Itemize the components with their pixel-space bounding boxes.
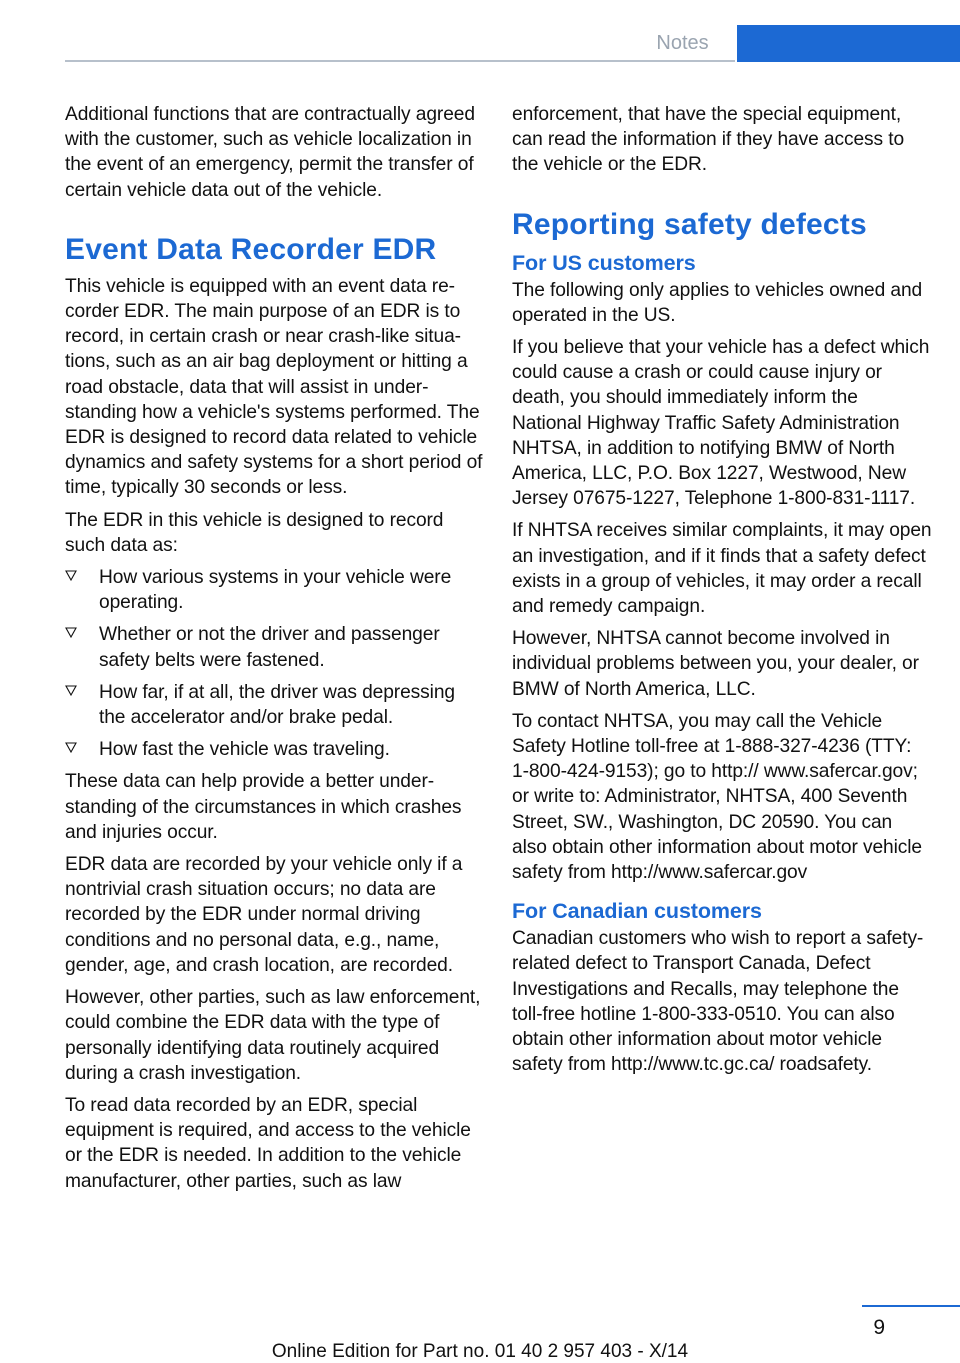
edition-footer: Online Edition for Part no. 01 40 2 957 403 - X/14	[271, 1341, 689, 1362]
edr-paragraph: These data can help provide a better understanding of the circumstances in which crashes and injuries occur.	[65, 771, 462, 843]
us-paragraph: If you believe that your vehicle has a defect which could cause a crash or could cause injury or death, you should immediately inform the National Highway Traffic Safety Administration NHTSA, in addition to notifying BMW of North America, LLC, P.O. Box 1227, Westwood, New Jersey 07675-1227, Telephone 1-800-831-1117.	[512, 337, 930, 510]
list-item	[65, 737, 483, 762]
us-paragraph: If NHTSA receives similar complaints, it may open an investigation, and if it finds that a safety defect exists in a group of vehicles, it may order a recall and remedy campaign.	[512, 520, 932, 618]
header-rule	[65, 60, 735, 62]
us-paragraph: The following only applies to vehicles owned and operated in the US.	[512, 279, 923, 326]
list-item	[65, 565, 483, 615]
edr-paragraph: However, other parties, such as law enforcement, could combine the EDR data with the type of personally identifying data routinely acquired during a crash investigation.	[65, 987, 481, 1084]
header-accent-bar	[737, 25, 960, 62]
triangle-bullet-icon	[65, 626, 77, 638]
right-column	[512, 102, 932, 1085]
triangle-bullet-icon	[65, 741, 77, 753]
edr-paragraph: EDR data are recorded by your vehicle only if a nontrivial crash situation occurs; no data are recorded by the EDR under normal driving conditions and no personal data, e.g., name, gender, age, and crash location, are recorded.	[65, 854, 463, 976]
list-item-text: How fast the vehicle was traveling.	[99, 739, 390, 761]
triangle-bullet-icon	[65, 684, 77, 696]
triangle-bullet-icon	[65, 569, 77, 581]
edr-paragraph: This vehicle is equipped with an event data recorder EDR. The main purpose of an EDR is to record, in certain crash or near crash-like situations, such as an air bag deployment or hitting a road obstacle, data that will assist in understanding how a vehicle's systems performed. The EDR is designed to record data related to vehicle dynamics and safety systems for a short period of time, typically 30 seconds or less.	[65, 275, 483, 499]
section-title: Notes	[656, 32, 709, 54]
list-item	[65, 622, 483, 672]
ca-paragraph: Canadian customers who wish to report a safety- related defect to Transport Canada, Defect Investigations and Recalls, may telephone the toll-free hotline 1-800-333-0510. You can also obtain other information about motor vehicle safety from http://www.tc.gc.ca/ roadsafety.	[512, 928, 924, 1076]
list-item-text: How various systems in your vehicle were operating.	[99, 567, 452, 614]
list-item	[65, 680, 483, 730]
page-number: 9	[873, 1316, 885, 1339]
edr-paragraph: The EDR in this vehicle is designed to record such data as:	[65, 509, 444, 556]
intro-paragraph: Additional functions that are contractually agreed with the customer, such as vehicle localization in the event of an emergency, permit the transfer of certain vehicle data out of the vehicle.	[65, 104, 475, 201]
list-item-text: How far, if at all, the driver was depressing the accelerator and/or brake pedal.	[99, 681, 455, 729]
continued-paragraph: enforcement, that have the special equipment, can read the information if they have access to the vehicle or the EDR.	[512, 104, 905, 176]
edr-paragraph: To read data recorded by an EDR, special equipment is required, and access to the vehicle or the EDR is needed. In addition to the vehicle manufacturer, other parties, such as law	[65, 1094, 471, 1192]
list-item-text: Whether or not the driver and passenger safety belts were fastened.	[99, 624, 440, 671]
canadian-customers-heading: For Canadian customers	[512, 899, 762, 924]
edr-heading: Event Data Recorder EDR	[65, 232, 437, 266]
us-paragraph: To contact NHTSA, you may call the Vehicle Safety Hotline toll-free at 1-888-327-4236 (TTY: 1-800-424-9153); go to http:// www.safercar.gov; or write to: Administrator, NHTSA, 400 Seventh Street, SW., Washington, DC 20590. You can also obtain other information about motor vehicle safety from http://www.safercar.gov	[512, 710, 923, 884]
footer-rule	[862, 1305, 960, 1307]
us-customers-heading: For US customers	[512, 250, 696, 275]
left-column	[65, 102, 483, 1201]
us-paragraph: However, NHTSA cannot become involved in individual problems between you, your dealer, or BMW of North America, LLC.	[512, 628, 919, 700]
edr-data-list	[65, 565, 483, 762]
reporting-heading: Reporting safety defects	[512, 207, 867, 241]
